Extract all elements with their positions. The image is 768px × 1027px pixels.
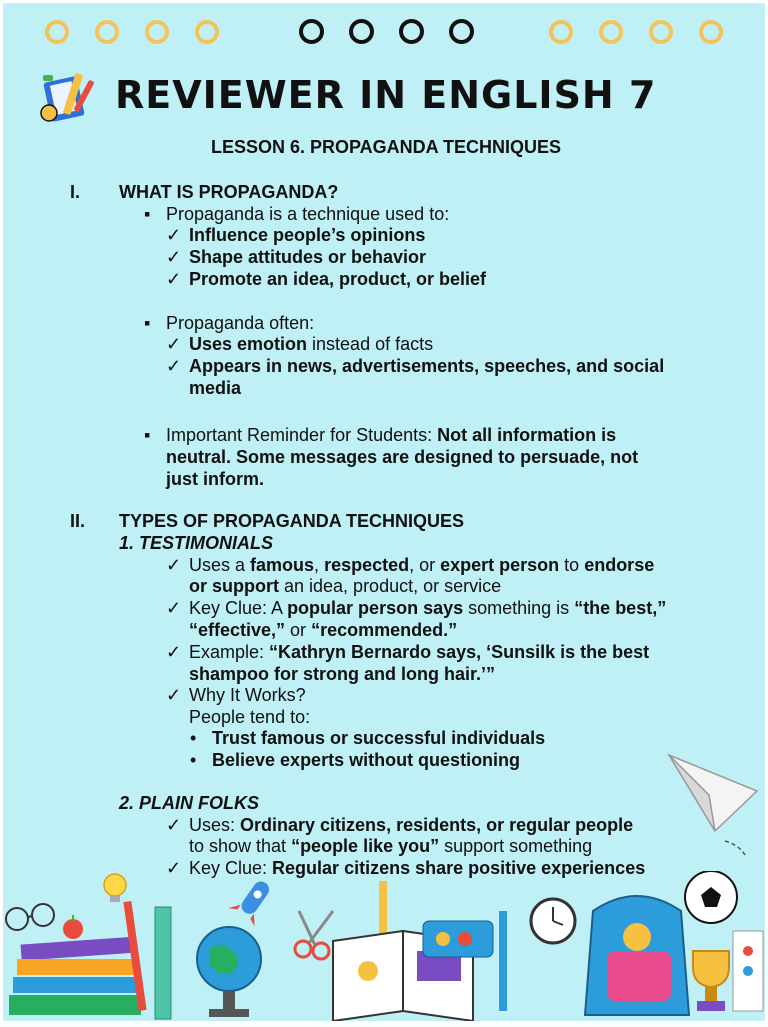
check-item: Influence people’s opinions [189, 225, 426, 245]
check-item-continued [189, 619, 457, 641]
text-span: support something [439, 836, 593, 856]
backpack-icon [585, 896, 689, 1015]
section-numeral: II. [70, 511, 86, 531]
section-numeral: I. [70, 182, 81, 202]
text-span: something is [463, 598, 575, 618]
check-icon: ✓ [166, 334, 182, 354]
reminder-line: neutral. Some messages are designed to persuade, not [166, 447, 639, 467]
check-item [189, 333, 433, 355]
dot-item: Believe experts without questioning [212, 750, 521, 770]
soccer-ball-icon [685, 871, 737, 923]
reminder-plain: Important Reminder for Students: [166, 425, 438, 445]
ring-icon [699, 20, 723, 44]
text-span: Uses a [189, 555, 251, 575]
text-span: “Kathryn Bernardo says, ‘Sunsilk is the best [269, 642, 650, 662]
bullet-text: Propaganda often: [166, 313, 315, 333]
ring-icon [599, 20, 623, 44]
ring-icon [45, 20, 69, 44]
text-span: respected [324, 555, 410, 575]
reminder-line: just inform. [166, 469, 264, 489]
text-span: , [314, 555, 325, 575]
square-bullet: ▪ [144, 313, 151, 333]
section-heading: TYPES OF PROPAGANDA TECHNIQUES [119, 511, 465, 531]
check-icon: ✓ [166, 555, 182, 575]
check-item: Shape attitudes or behavior [189, 247, 427, 267]
check-item [189, 641, 649, 663]
ring-icon [349, 19, 374, 44]
check-item: Promote an idea, product, or belief [189, 269, 487, 289]
apple-icon [63, 915, 83, 939]
text-span: “people like you” [291, 836, 440, 856]
ring-icon [449, 19, 474, 44]
reminder-line [166, 424, 616, 446]
text-span: , or [409, 555, 441, 575]
section-heading: WHAT IS PROPAGANDA? [119, 182, 339, 202]
check-icon: ✓ [166, 356, 182, 376]
technique-heading: 2. PLAIN FOLKS [119, 793, 260, 813]
ring-icon [195, 20, 219, 44]
ring-icon [549, 20, 573, 44]
text-span: Regular citizens share positive experiences [272, 858, 646, 878]
ring-icon [145, 20, 169, 44]
square-bullet: ▪ [144, 204, 151, 224]
text-span: “the best,” [574, 598, 667, 618]
text-span: an idea, product, or service [279, 576, 502, 596]
text-span: Uses: [189, 815, 241, 835]
ring-icon [399, 19, 424, 44]
check-icon: ✓ [166, 815, 182, 835]
check-item-rest: instead of facts [307, 334, 434, 354]
bullet-text: Propaganda is a technique used to: [166, 204, 450, 224]
dot-bullet: • [190, 728, 197, 748]
ring-icon [95, 20, 119, 44]
text-span: Key Clue: [189, 858, 273, 878]
text-span: to [559, 555, 585, 575]
check-item: Why It Works? [189, 685, 306, 705]
text-span: or support [189, 576, 279, 596]
glasses-icon [6, 904, 54, 930]
text-span: endorse [584, 555, 655, 575]
check-icon: ✓ [166, 598, 182, 618]
dot-item: Trust famous or successful individuals [212, 728, 546, 748]
reminder-bold: Not all information is [437, 425, 617, 445]
text-span: popular person says [287, 598, 464, 618]
check-item-bold: Uses emotion [189, 334, 308, 354]
ruler-icon [155, 907, 171, 1019]
technique-heading: 1. TESTIMONIALS [119, 533, 274, 553]
check-icon: ✓ [166, 685, 182, 705]
check-item: Appears in news, advertisements, speeches, and social [189, 356, 665, 376]
text-span: Ordinary citizens, residents, or regular people [240, 815, 634, 835]
text-span: Example: [189, 642, 270, 662]
rocket-icon [228, 874, 278, 927]
lesson-subtitle: LESSON 6. PROPAGANDA TECHNIQUES [210, 137, 562, 157]
lightbulb-icon [104, 874, 126, 902]
text-span: expert person [440, 555, 560, 575]
check-icon: ✓ [166, 858, 182, 878]
ring-icon [649, 20, 673, 44]
text-span: “effective,” [189, 620, 286, 640]
text-span: or [285, 620, 312, 640]
ring-icon [299, 19, 324, 44]
reviewer-page [3, 3, 765, 1021]
trophy-icon [693, 951, 729, 1011]
page-title: REVIEWER IN ENGLISH 7 [115, 73, 657, 117]
school-supplies-icon [39, 69, 101, 125]
check-item [189, 554, 654, 576]
check-item-continued: media [189, 378, 242, 398]
text-span: “recommended.” [311, 620, 458, 640]
globe-icon [197, 927, 261, 1017]
text-span: famous [250, 555, 315, 575]
check-item-continued [189, 575, 501, 597]
text-span: Key Clue: A [189, 598, 288, 618]
check-item [189, 814, 633, 836]
paint-palette-icon [423, 921, 493, 957]
paper-plane-icon [665, 751, 761, 861]
square-bullet: ▪ [144, 425, 151, 445]
school-supplies-decoration [3, 871, 765, 1021]
check-icon: ✓ [166, 642, 182, 662]
book-stack-icon [9, 937, 141, 1015]
scissors-icon [295, 911, 333, 959]
clock-icon [531, 899, 575, 943]
check-item-continued: People tend to: [189, 707, 311, 727]
check-item [189, 597, 666, 619]
check-item-continued: shampoo for strong and long hair.’” [189, 664, 496, 684]
check-item-continued [189, 835, 592, 857]
dot-bullet: • [190, 750, 197, 770]
text-span: to show that [189, 836, 292, 856]
check-icon: ✓ [166, 247, 182, 267]
check-icon: ✓ [166, 225, 182, 245]
check-icon: ✓ [166, 269, 182, 289]
